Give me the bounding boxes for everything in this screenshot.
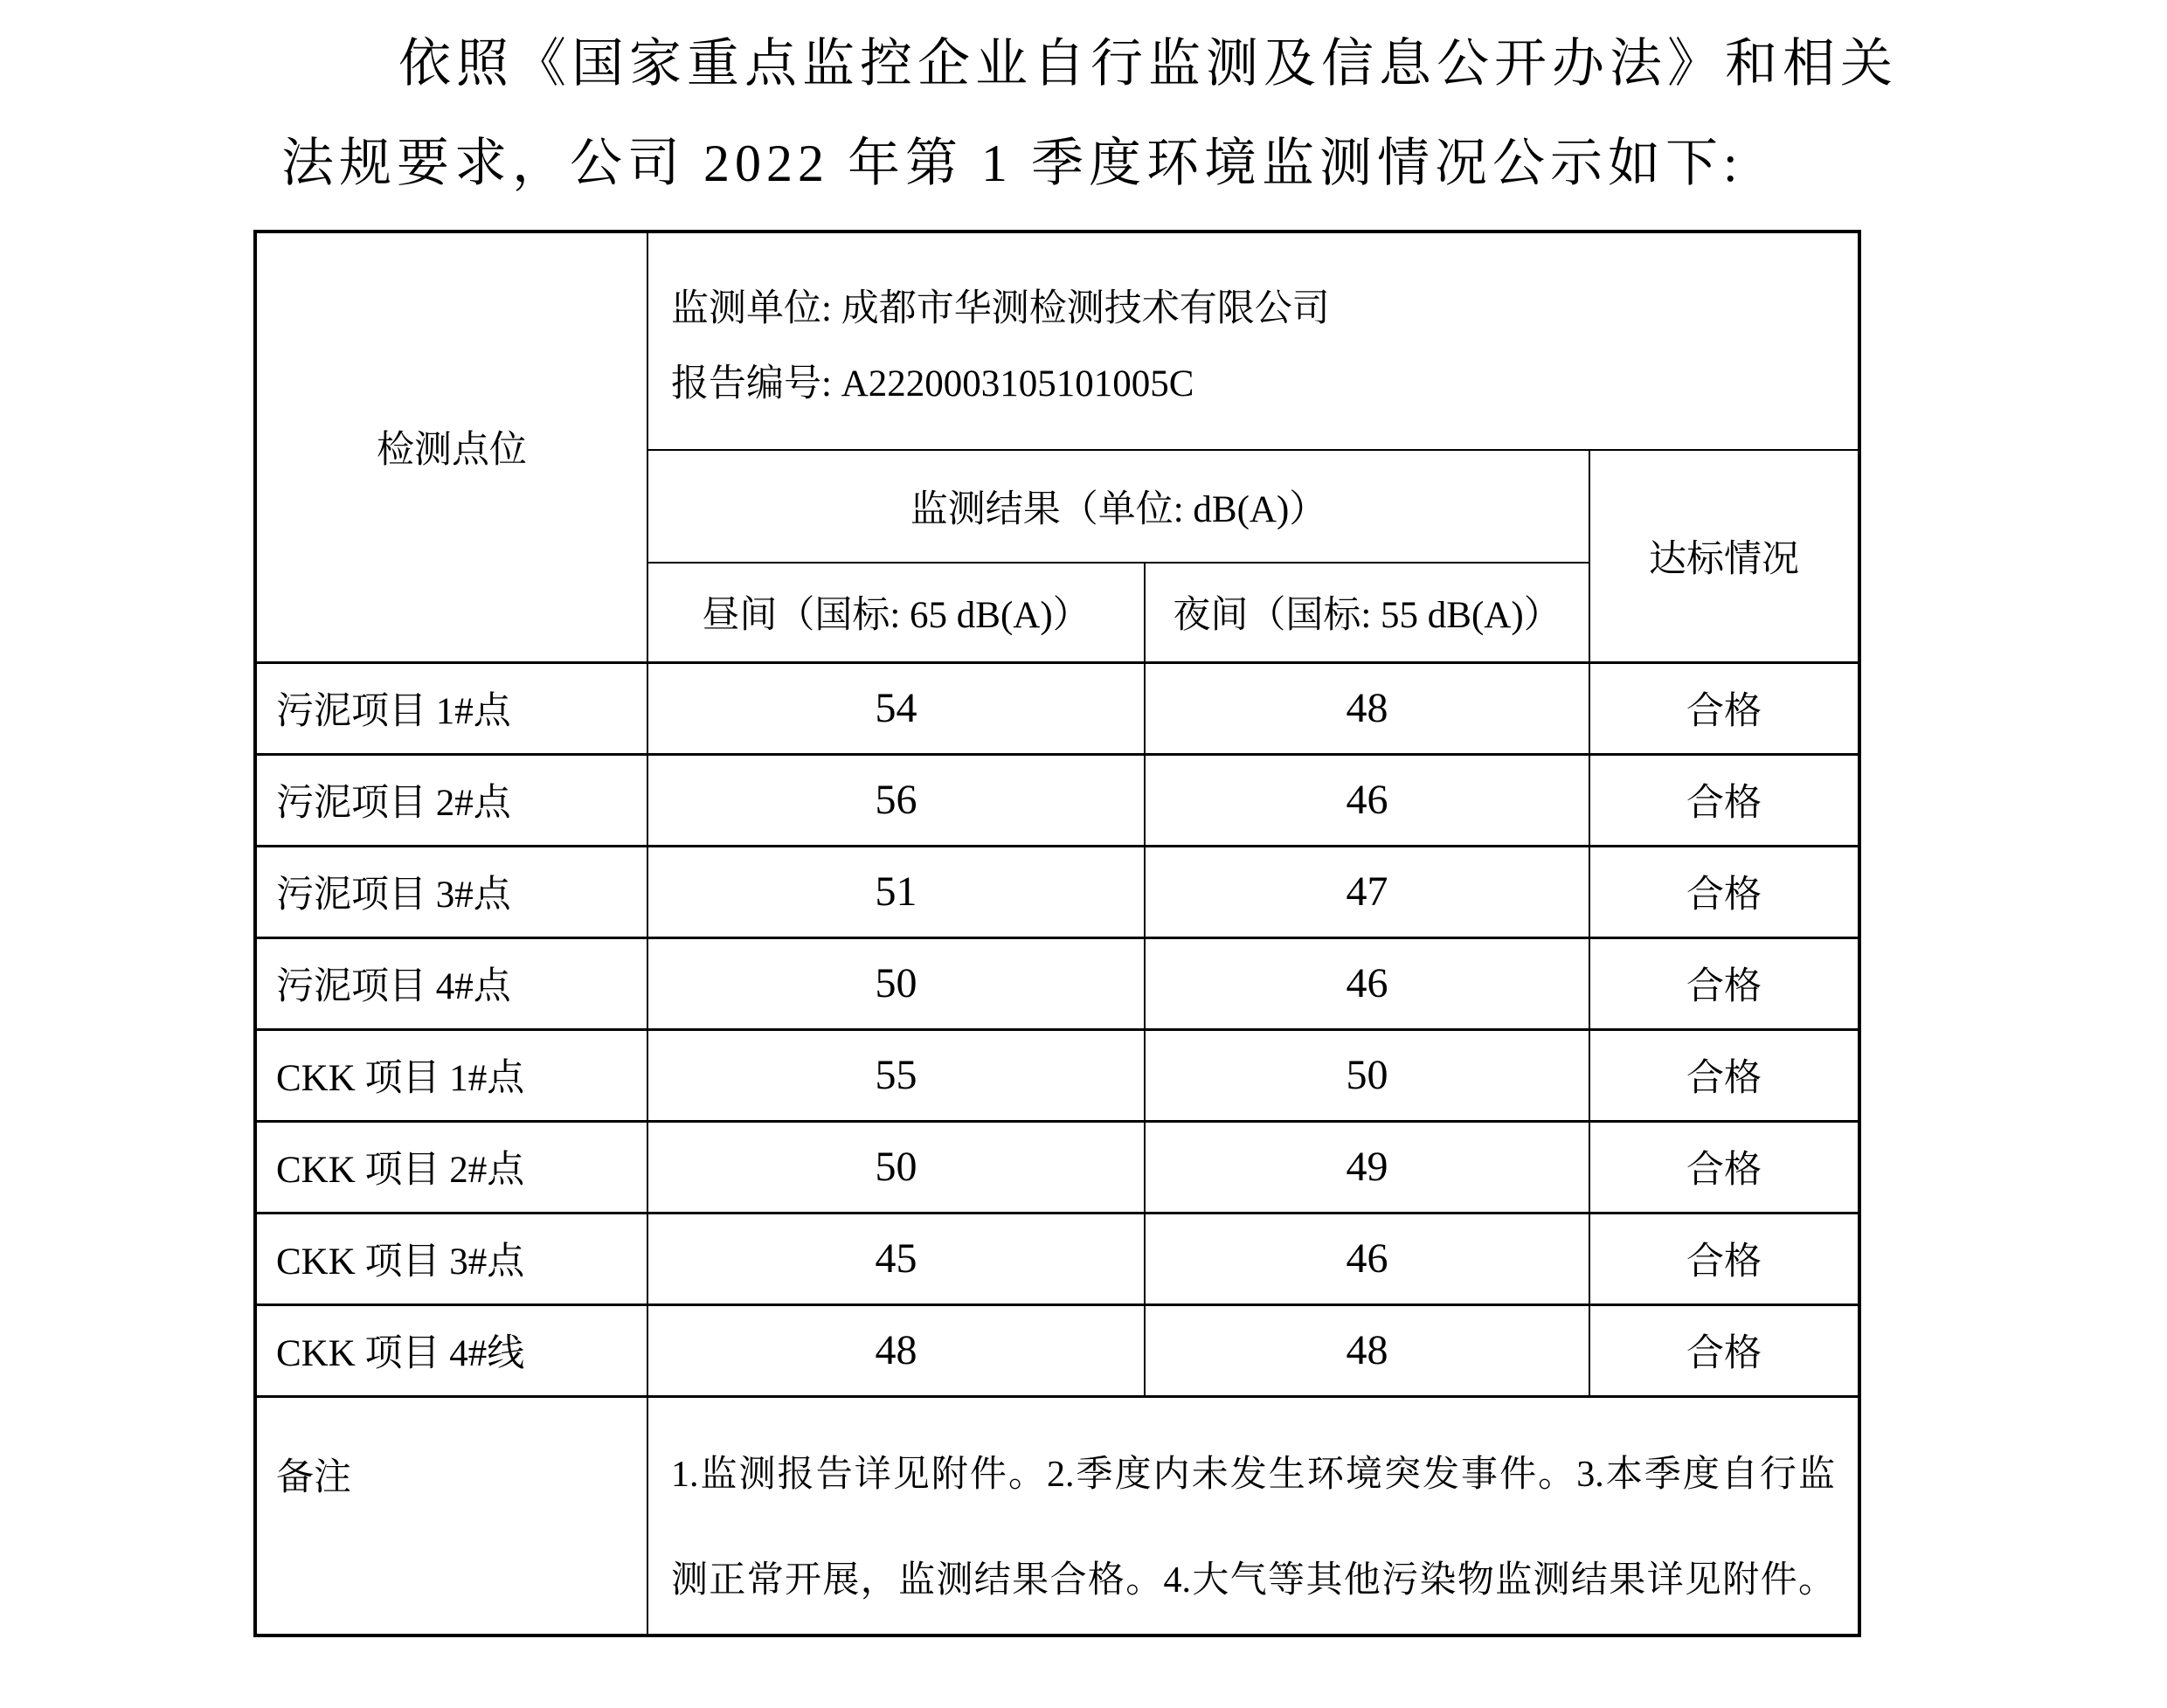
- table-row: [255, 1029, 1859, 1121]
- night-value: 49: [1145, 1121, 1589, 1213]
- result-header-cell: [647, 450, 1589, 563]
- compliance-header-cell: [1589, 450, 1859, 662]
- point-location-header-cell: [255, 232, 647, 662]
- status-cell: 合格: [1589, 846, 1859, 937]
- day-header-cell: [647, 563, 1145, 662]
- table-row: [255, 754, 1859, 846]
- night-value: 48: [1145, 662, 1589, 754]
- status-cell: 合格: [1589, 1029, 1859, 1121]
- intro-line-1: 依照《国家重点监控企业自行监测及信息公开办法》和相关: [398, 35, 1898, 93]
- point-cell: 污泥项目 1#点: [255, 662, 647, 754]
- result-header: 监测结果（单位: dB(A)）: [910, 489, 1327, 530]
- table-row: [255, 846, 1859, 937]
- remark-label: 备注: [276, 1456, 351, 1498]
- status-cell: 合格: [1589, 662, 1859, 754]
- table-row: [255, 937, 1859, 1029]
- point-cell: CKK 项目 1#点: [255, 1029, 647, 1121]
- night-value: 48: [1145, 1304, 1589, 1396]
- day-value: 50: [647, 937, 1145, 1029]
- night-header-cell: [1145, 563, 1589, 662]
- point-cell: 污泥项目 3#点: [255, 846, 647, 937]
- table-row: [255, 662, 1859, 754]
- status-cell: 合格: [1589, 937, 1859, 1029]
- compliance-header: 达标情况: [1649, 538, 1799, 580]
- point-cell: CKK 项目 2#点: [255, 1121, 647, 1213]
- status-cell: 合格: [1589, 754, 1859, 846]
- day-value: 55: [647, 1029, 1145, 1121]
- point-cell: CKK 项目 3#点: [255, 1213, 647, 1304]
- night-value: 46: [1145, 1213, 1589, 1304]
- point-cell: 污泥项目 4#点: [255, 937, 647, 1029]
- status-cell: 合格: [1589, 1213, 1859, 1304]
- table-row: [255, 1121, 1859, 1213]
- day-value: 45: [647, 1213, 1145, 1304]
- night-value: 50: [1145, 1029, 1589, 1121]
- unit-info-cell: [647, 232, 1859, 450]
- table-row: [255, 1213, 1859, 1304]
- intro-line-2: 法规要求，公司 2022 年第 1 季度环境监测情况公示如下:: [281, 135, 1743, 192]
- status-cell: 合格: [1589, 1304, 1859, 1396]
- report-number-line: 报告编号: A2220003105101005C: [671, 363, 1194, 405]
- point-cell: 污泥项目 2#点: [255, 754, 647, 846]
- night-value: 47: [1145, 846, 1589, 937]
- remark-line-2: 测正常开展，监测结果合格。4.大气等其他污染物监测结果详见附件。: [671, 1559, 1835, 1601]
- remark-line-1: 1.监测报告详见附件。2.季度内未发生环境突发事件。3.本季度自行监: [671, 1454, 1835, 1495]
- status-cell: 合格: [1589, 1121, 1859, 1213]
- point-cell: CKK 项目 4#线: [255, 1304, 647, 1396]
- night-header: 夜间（国标: 55 dB(A)）: [1173, 595, 1561, 637]
- remark-label-cell: [255, 1396, 647, 1635]
- night-value: 46: [1145, 754, 1589, 846]
- night-value: 46: [1145, 937, 1589, 1029]
- day-value: 48: [647, 1304, 1145, 1396]
- monitoring-unit-line: 监测单位: 成都市华测检测技术有限公司: [671, 287, 1330, 329]
- remark-text-cell: [647, 1396, 1859, 1635]
- day-header: 昼间（国标: 65 dB(A)）: [702, 595, 1090, 637]
- day-value: 50: [647, 1121, 1145, 1213]
- day-value: 56: [647, 754, 1145, 846]
- intro-paragraph: [281, 14, 1942, 213]
- day-value: 54: [647, 662, 1145, 754]
- table-row: [255, 1304, 1859, 1396]
- point-location-header: 检测点位: [377, 430, 527, 472]
- day-value: 51: [647, 846, 1145, 937]
- monitoring-results-table: [253, 230, 1861, 1637]
